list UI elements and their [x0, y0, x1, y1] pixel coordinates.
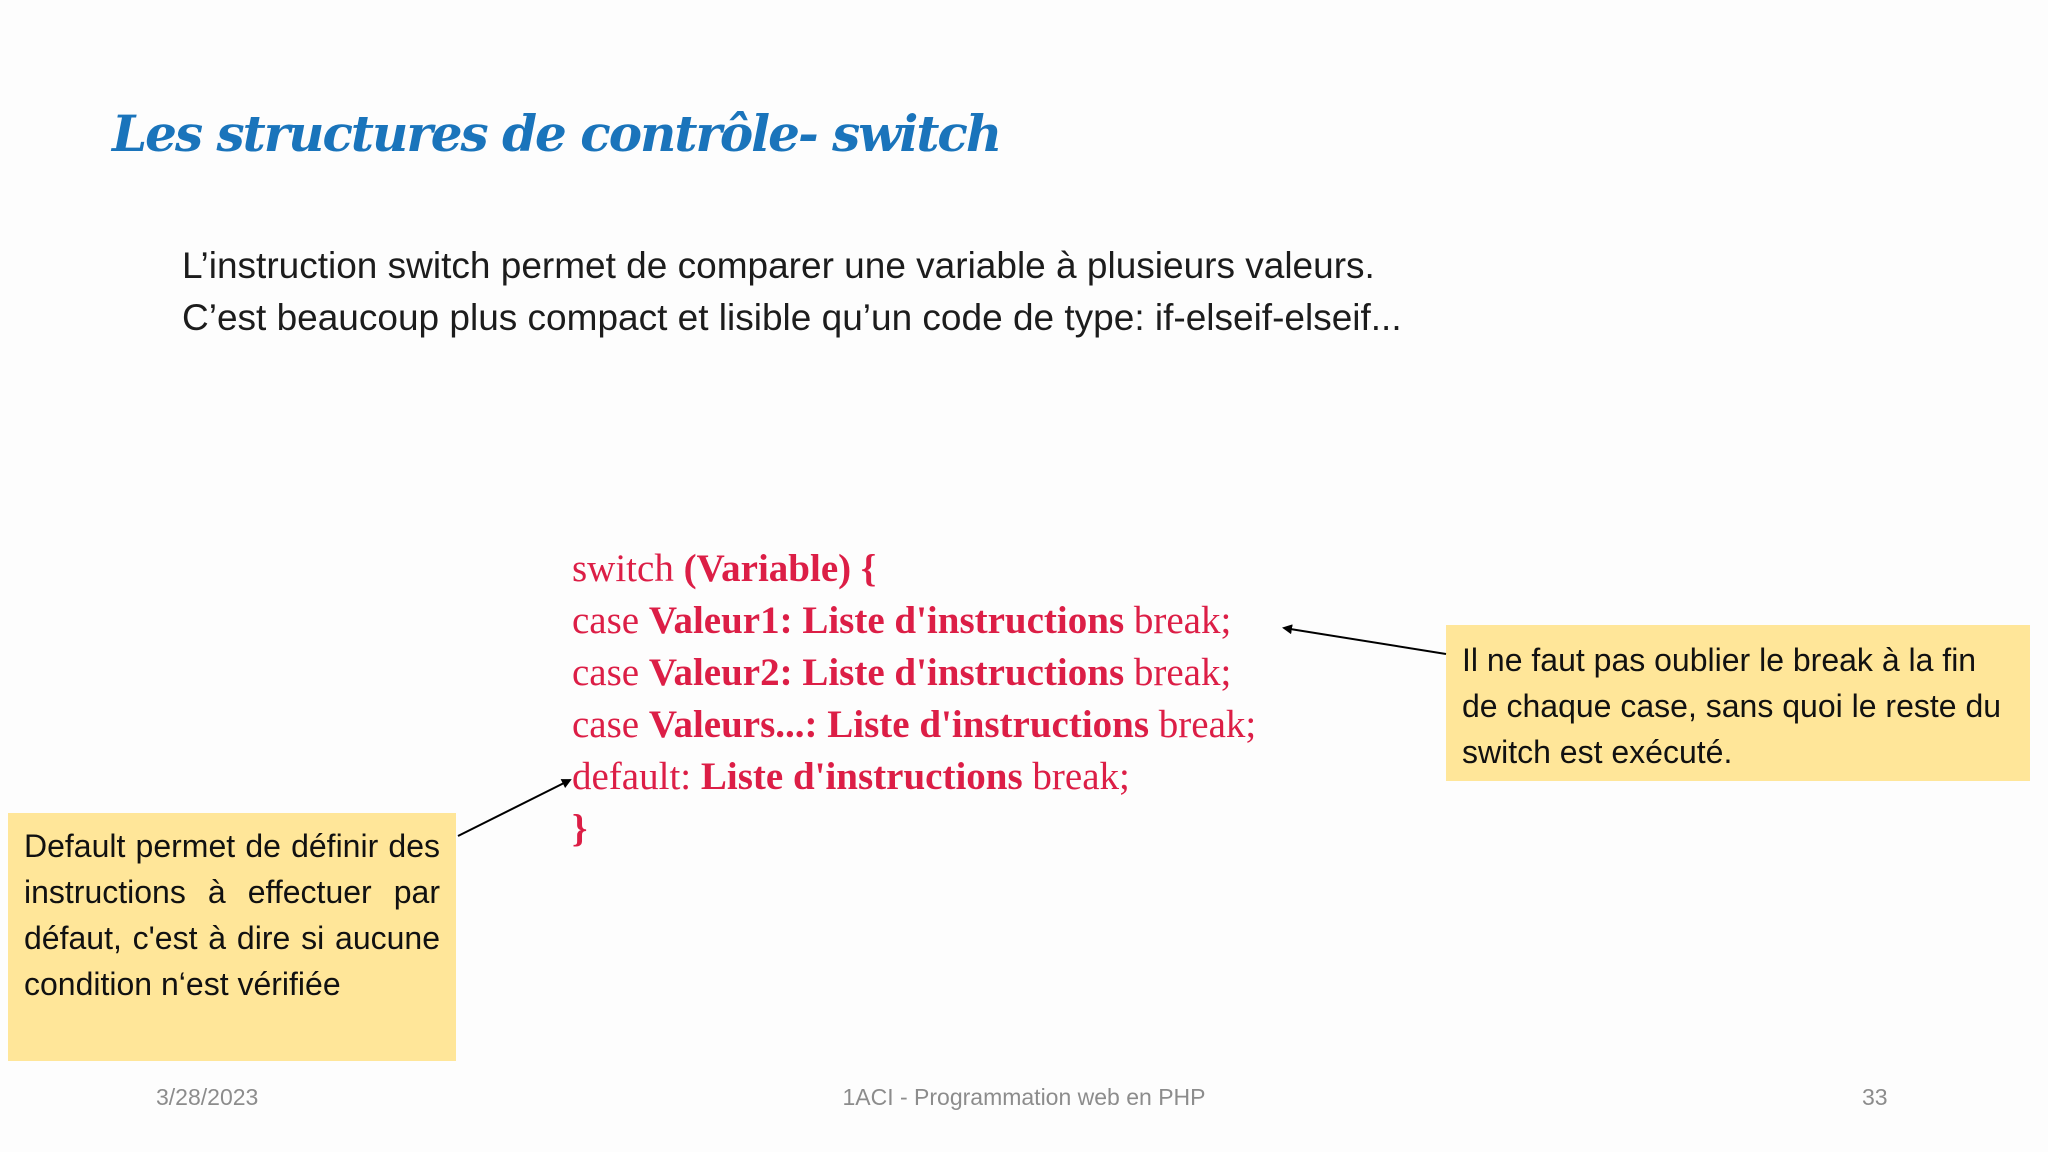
code-line-case-2	[572, 647, 1256, 699]
code-keyword: case	[572, 651, 649, 694]
footer-page-number: 33	[1862, 1084, 1888, 1110]
slide-title: Les structures de contrôle- switch	[112, 104, 1001, 163]
code-break: break;	[1124, 651, 1232, 694]
intro-line: L’instruction switch permet de comparer une variable à plusieurs valeurs.	[182, 245, 1375, 286]
code-bold: Valeur2: Liste d'instructions	[648, 651, 1125, 694]
footer-date: 3/28/2023	[156, 1084, 259, 1110]
arrow-to-break	[1284, 628, 1446, 654]
footer-course: 1ACI - Programmation web en PHP	[842, 1084, 1206, 1110]
code-line-default	[572, 751, 1256, 803]
code-break: break;	[1149, 703, 1257, 746]
code-line-case-n	[572, 699, 1256, 751]
default-note-callout: Default permet de définir des instructions à effectuer par défaut, c'est à dire si aucune condition n‘est vérifiée	[8, 813, 456, 1061]
code-keyword: switch	[572, 547, 684, 590]
code-keyword: default:	[572, 755, 701, 798]
break-note-callout: Il ne faut pas oublier le break à la fin de chaque case, sans quoi le reste du switch est exécuté.	[1446, 625, 2030, 781]
code-bold: }	[572, 807, 588, 850]
switch-code-block	[572, 543, 1256, 855]
code-bold: (Variable) {	[683, 547, 877, 590]
code-break: break;	[1124, 599, 1232, 642]
code-break: break;	[1022, 755, 1130, 798]
code-keyword: case	[572, 703, 649, 746]
code-bold: Liste d'instructions	[700, 755, 1023, 798]
intro-text	[182, 240, 1402, 344]
code-bold: Valeurs...: Liste d'instructions	[648, 703, 1150, 746]
arrow-to-default	[458, 780, 570, 836]
code-bold: Valeur1: Liste d'instructions	[648, 599, 1125, 642]
code-line-close	[572, 803, 1256, 855]
intro-line: C’est beaucoup plus compact et lisible qu’un code de type: if-elseif-elseif...	[182, 297, 1402, 338]
code-keyword: case	[572, 599, 649, 642]
code-line-switch	[572, 543, 1256, 595]
code-line-case-1	[572, 595, 1256, 647]
